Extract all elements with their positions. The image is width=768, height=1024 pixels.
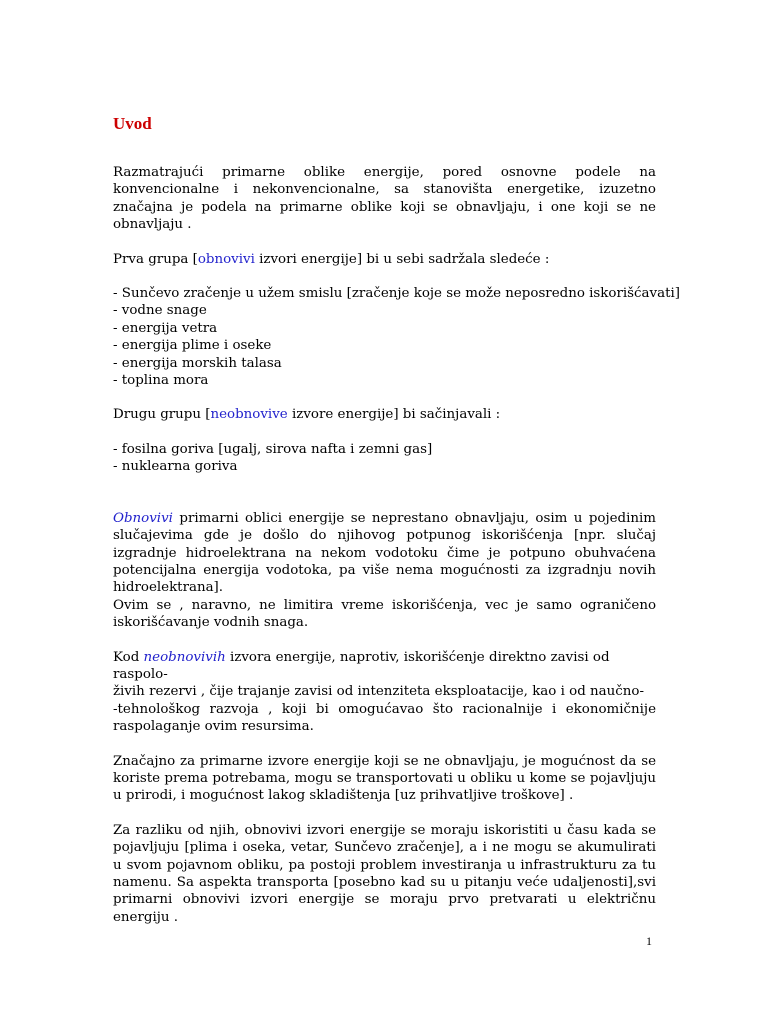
list-item: - Sunčevo zračenje u užem smislu [zračenje koje se može neposredno iskorišćavati] bbox=[113, 286, 680, 302]
term-neobnovivih-italic: neobnovivih bbox=[143, 649, 226, 665]
list-item: - fosilna goriva [ugalj, sirova nafta i zemni gas] bbox=[113, 441, 433, 457]
page-number: 1 bbox=[646, 934, 652, 948]
group2-heading: Drugu grupu [neobnovive izvore energije] bi sačinjavali : bbox=[113, 407, 501, 423]
nonrenewable-list bbox=[113, 441, 656, 476]
storage-paragraph: Značajno za primarne izvore energije koji se ne obnavljaju, je mogućnost da se koriste prema potrebama, mogu se transportovati u obliku u kome se pojavljuju u prirodi, i mogućnost lakog skladištenja [uz prihvatljive troškove] . bbox=[113, 753, 656, 804]
list-item: - energija morskih talasa bbox=[113, 355, 282, 371]
renewable-paragraph-cont: Ovim se , naravno, ne limitira vreme iskorišćenja, vec je samo ograničeno iskorišćavanje vodnih snaga. bbox=[113, 597, 656, 631]
intro-paragraph: Razmatrajući primarne oblike energije, pored osnovne podele na konvencionalne i nekonvencionalne, sa stanovišta energetike, izuzetno značajna je podela na primarne oblike koji se obnavljaju, i one koji se ne obnavljaju . bbox=[113, 165, 656, 233]
renewable-list bbox=[113, 285, 680, 389]
section-title: Uvod bbox=[113, 114, 152, 133]
group1-heading: Prva grupa [obnovivi izvori energije] bi u sebi sadržala sledeće : bbox=[113, 251, 550, 267]
list-item: - energija vetra bbox=[113, 320, 218, 336]
term-obnovivi: obnovivi bbox=[197, 251, 255, 267]
nonrenewable-paragraph: Kod neobnovivih izvora energije, naprotiv, iskorišćenje direktno zavisi od raspolo- živih rezervi , čije trajanje zavisi od intenziteta eksploatacije, kao i od naučno- bbox=[113, 649, 644, 700]
list-item: - nuklearna goriva bbox=[113, 459, 238, 475]
list-item: - energija plime i oseke bbox=[113, 338, 272, 354]
nonrenewable-paragraph-cont: -tehnološkog razvoja , koji bi omogućavao što racionalnije i ekonomičnije raspolaganje ovim resursima. bbox=[113, 701, 656, 735]
page-content bbox=[113, 113, 680, 926]
renewable-paragraph: Obnovivi primarni oblici energije se neprestano obnavljaju, osim u pojedinim slučajevima gde je došlo do njihovog potpunog iskorišćenja [npr. slučaj izgradnje hidroelektrana na nekom vodotoku čime je potpuno obuhvaćena potencijalna energija vodotoka, pa više nema mogućnosti za izgradnju novih hidroelektrana]. bbox=[113, 510, 656, 596]
list-item: - vodne snage bbox=[113, 303, 207, 319]
term-neobnovive: neobnovive bbox=[210, 407, 288, 423]
term-obnovivi-italic: Obnovivi bbox=[113, 510, 173, 526]
transport-paragraph: Za razliku od njih, obnovivi izvori energije se moraju iskoristiti u času kada se pojavljuju [plima i oseka, vetar, Sunčevo zračenje], a i ne mogu se akumulirati u svom pojavnom obliku, pa postoji problem investiranja u infrastrukturu za tu namenu. Sa aspekta transporta [posebno kad su u pitanju veće udaljenosti],svi primarni obnovivi izvori energije se moraju prvo pretvarati u električnu energiju . bbox=[113, 822, 656, 925]
list-item: - toplina mora bbox=[113, 373, 209, 389]
